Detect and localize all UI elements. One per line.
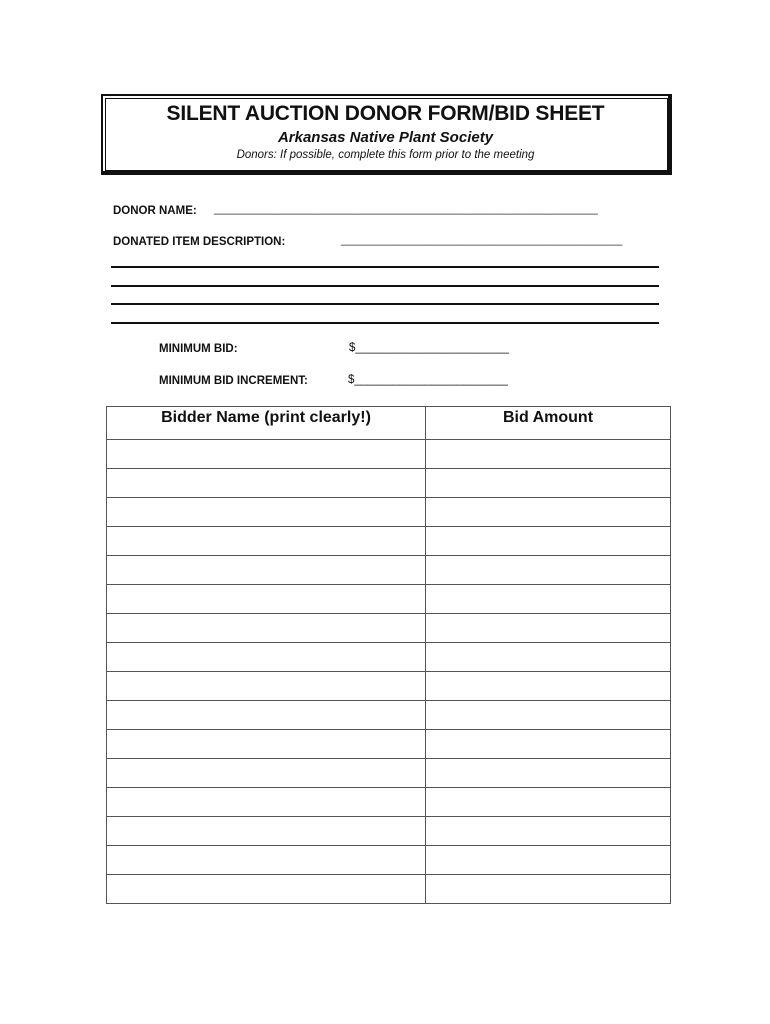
item-description-label: DONATED ITEM DESCRIPTION: [113, 236, 286, 248]
minimum-bid-field[interactable]: $________________________ [349, 342, 509, 354]
bid-table [106, 406, 671, 904]
table-row [107, 498, 671, 527]
bid-amount-cell[interactable] [426, 556, 671, 585]
minimum-increment-field[interactable]: $________________________ [348, 374, 508, 386]
table-row [107, 817, 671, 846]
description-line-4[interactable] [111, 322, 659, 324]
table-row [107, 701, 671, 730]
donor-note: Donors: If possible, complete this form prior to the meeting [236, 149, 535, 161]
bidder-name-cell[interactable] [107, 643, 426, 672]
bidder-name-cell[interactable] [107, 759, 426, 788]
table-row [107, 730, 671, 759]
bid-amount-cell[interactable] [426, 875, 671, 904]
minimum-bid-label: MINIMUM BID: [159, 343, 238, 355]
description-line-1[interactable] [111, 266, 659, 268]
bidder-name-cell[interactable] [107, 498, 426, 527]
description-line-2[interactable] [111, 285, 659, 287]
bid-amount-cell[interactable] [426, 846, 671, 875]
bid-amount-cell[interactable] [426, 817, 671, 846]
table-row [107, 875, 671, 904]
bidder-name-cell[interactable] [107, 585, 426, 614]
bidder-name-cell[interactable] [107, 556, 426, 585]
bid-amount-cell[interactable] [426, 614, 671, 643]
table-row [107, 759, 671, 788]
description-line-3[interactable] [111, 303, 659, 305]
table-row [107, 846, 671, 875]
donor-name-label: DONOR NAME: [113, 205, 197, 217]
bidder-name-cell[interactable] [107, 701, 426, 730]
table-row [107, 672, 671, 701]
table-row [107, 585, 671, 614]
bidder-name-cell[interactable] [107, 817, 426, 846]
bid-amount-cell[interactable] [426, 672, 671, 701]
table-row [107, 643, 671, 672]
bid-amount-cell[interactable] [426, 469, 671, 498]
bid-amount-cell[interactable] [426, 585, 671, 614]
bid-amount-header: Bid Amount [426, 407, 671, 440]
bidder-name-cell[interactable] [107, 440, 426, 469]
bid-amount-cell[interactable] [426, 498, 671, 527]
bidder-name-cell[interactable] [107, 788, 426, 817]
form-title: SILENT AUCTION DONOR FORM/BID SHEET [166, 102, 605, 125]
bid-amount-cell[interactable] [426, 643, 671, 672]
table-row [107, 469, 671, 498]
bidder-name-header: Bidder Name (print clearly!) [107, 407, 426, 440]
bidder-name-cell[interactable] [107, 846, 426, 875]
minimum-increment-label: MINIMUM BID INCREMENT: [159, 375, 308, 387]
table-row [107, 440, 671, 469]
table-row [107, 614, 671, 643]
bidder-name-cell[interactable] [107, 527, 426, 556]
donor-name-field[interactable]: ____________________________________________________________ [214, 203, 598, 215]
bidder-name-cell[interactable] [107, 469, 426, 498]
bidder-name-cell[interactable] [107, 730, 426, 759]
bid-amount-cell[interactable] [426, 701, 671, 730]
table-row [107, 788, 671, 817]
bidder-name-cell[interactable] [107, 614, 426, 643]
item-description-field[interactable]: ____________________________________________ [341, 234, 623, 246]
form-header [101, 94, 672, 175]
bidder-name-cell[interactable] [107, 875, 426, 904]
bid-table-header [107, 407, 671, 440]
table-row [107, 527, 671, 556]
bid-amount-cell[interactable] [426, 759, 671, 788]
bid-amount-cell[interactable] [426, 788, 671, 817]
bid-amount-cell[interactable] [426, 527, 671, 556]
bidder-name-cell[interactable] [107, 672, 426, 701]
bid-amount-cell[interactable] [426, 730, 671, 759]
bid-amount-cell[interactable] [426, 440, 671, 469]
organization-name: Arkansas Native Plant Society [277, 129, 494, 146]
table-row [107, 556, 671, 585]
